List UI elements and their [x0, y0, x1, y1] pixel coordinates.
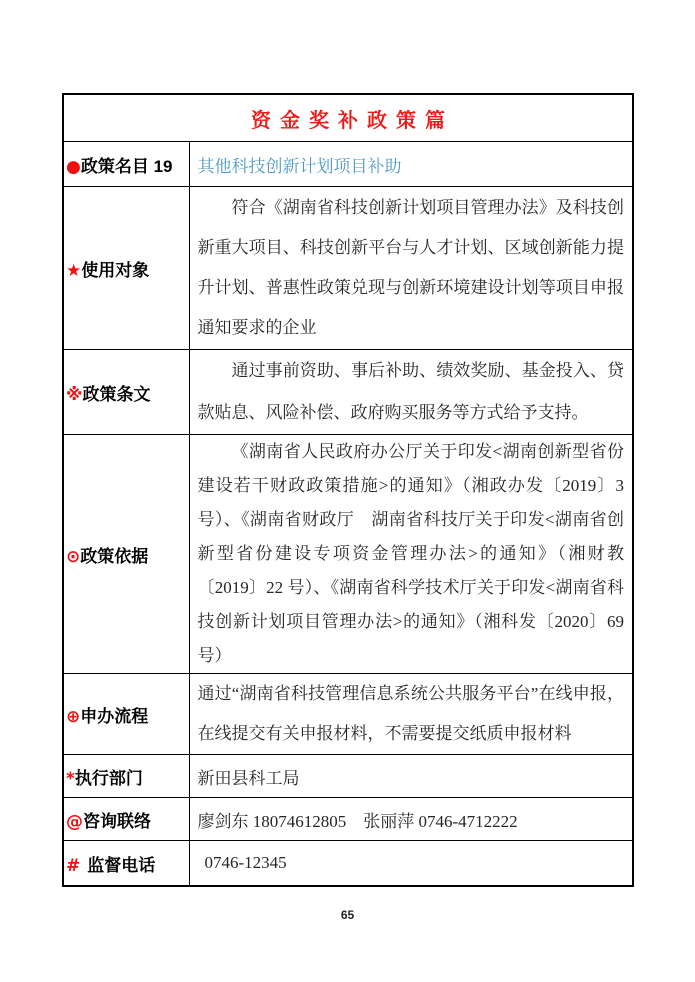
table-row-consultation-contact [63, 798, 633, 841]
consultation-contact-value: 廖剑东 18074612805 张丽萍 0746-4712222 [189, 798, 633, 841]
star-icon: ★ [66, 260, 82, 281]
consultation-contact-label-cell [63, 798, 189, 841]
policy-clause-label: 政策条文 [82, 384, 151, 404]
target-users-label: 使用对象 [81, 260, 150, 280]
circled-dot-icon: ⊙ [66, 546, 81, 567]
table-row-policy-basis [63, 435, 633, 674]
policy-basis-value: 《湖南省人民政府办公厅关于印发<湖南创新型省份建设若干财政政策措施>的通知》（湘政办发〔2019〕3 号）、《湖南省财政厅 湖南省科技厅关于印发<湖南省创新型省份建设专项资金管理办法>的通知》（湘财教〔2019〕22 号）、《湖南省科学技术厅关于印发<湖南省科技创新计划项目管理办法>的通知》（湘科发〔2020〕69 号） [189, 435, 633, 674]
target-users-value: 符合《湖南省科技创新计划项目管理办法》及科技创新重大项目、科技创新平台与人才计划、区域创新能力提升计划、普惠性政策兑现与创新环境建设计划等项目申报通知要求的企业 [189, 187, 633, 350]
table-row-target-users [63, 187, 633, 350]
executing-department-label: 执行部门 [74, 768, 143, 788]
policy-basis-label: 政策依据 [80, 546, 149, 566]
asterisk-icon: * [66, 768, 75, 789]
circled-plus-icon: ⊕ [66, 706, 81, 727]
supervision-phone-label: 监督电话 [87, 855, 156, 875]
table-title: 资金奖补政策篇 [63, 94, 633, 142]
bullet-circle-icon: ● [66, 156, 81, 177]
policy-clause-label-cell [63, 350, 189, 435]
policy-basis-label-cell [63, 435, 189, 674]
policy-name-label-cell [63, 142, 189, 187]
at-sign-icon: @ [66, 811, 83, 832]
table-row-executing-department [63, 755, 633, 798]
hash-icon: # [66, 855, 81, 876]
table-title-row [63, 94, 633, 142]
policy-table [62, 93, 634, 887]
supervision-phone-value: 0746-12345 [189, 841, 633, 887]
executing-department-label-cell [63, 755, 189, 798]
policy-name-value: 其他科技创新计划项目补助 [189, 142, 633, 187]
page-number: 65 [340, 908, 355, 922]
executing-department-value: 新田县科工局 [189, 755, 633, 798]
table-row-application-process [63, 674, 633, 755]
consultation-contact-label: 咨询联络 [83, 811, 151, 831]
table-row-policy-clause [63, 350, 633, 435]
application-process-value: 通过“湖南省科技管理信息系统公共服务平台”在线申报，在线提交有关申报材料，不需要提交纸质申报材料 [189, 674, 633, 755]
application-process-label: 申办流程 [80, 706, 149, 726]
application-process-label-cell [63, 674, 189, 755]
policy-name-label: 政策名目 19 [80, 156, 173, 176]
table-row-supervision-phone [63, 841, 633, 887]
reference-mark-icon: ※ [66, 384, 83, 405]
table-row-policy-name [63, 142, 633, 187]
target-users-label-cell [63, 187, 189, 350]
policy-clause-value: 通过事前资助、事后补助、绩效奖励、基金投入、贷款贴息、风险补偿、政府购买服务等方式给予支持。 [189, 350, 633, 435]
supervision-phone-label-cell [63, 841, 189, 887]
